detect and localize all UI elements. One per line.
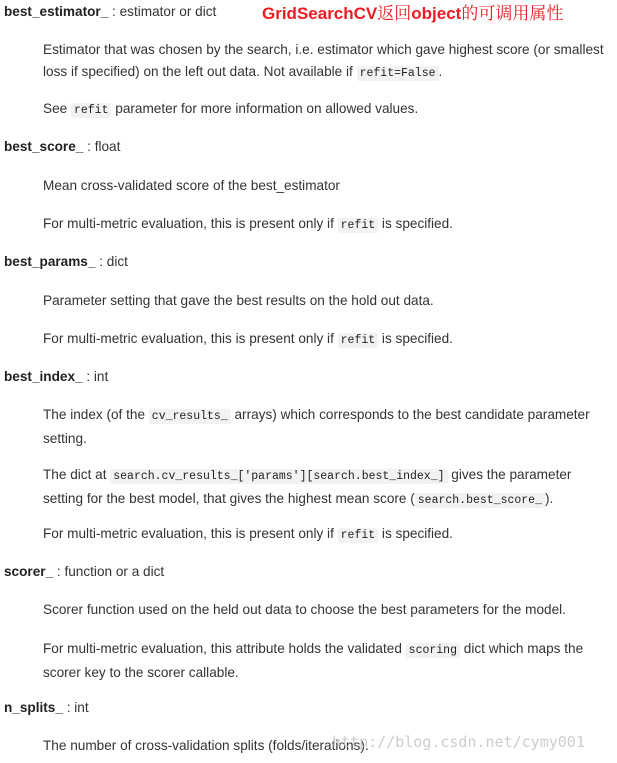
term-best-estimator <box>4 3 216 21</box>
description-paragraph: The dict at search.cv_results_['params'][search.best_index_] gives the parameter setting for the best model, that gives the highest mean score ( search.best_score_ ). <box>43 467 572 507</box>
attribute-type: : dict <box>95 254 128 269</box>
red-annotation <box>262 2 563 26</box>
inline-code: refit <box>338 333 379 348</box>
description-paragraph: For multi-metric evaluation, this attribute holds the validated scoring dict which maps the scorer key to the scorer callable. <box>43 641 584 680</box>
term-n-splits <box>4 699 89 717</box>
inline-code: search.best_score_ <box>415 493 545 508</box>
description-paragraph: See refit parameter for more information on allowed values. <box>43 101 419 117</box>
term-scorer <box>4 563 164 581</box>
annotation-cn-callable-attributes: 的可调用属性 <box>461 4 564 24</box>
attribute-name: best_params_ <box>4 254 96 269</box>
inline-code: scoring <box>406 643 460 658</box>
term-best-index <box>4 368 108 386</box>
inline-code: search.cv_results_['params'][search.best_index_] <box>110 469 447 484</box>
description-paragraph: Parameter setting that gave the best results on the hold out data. <box>43 293 434 308</box>
inline-code: refit <box>338 218 379 233</box>
description-paragraph: Scorer function used on the held out data to choose the best parameters for the model. <box>43 602 566 617</box>
term-best-params <box>4 253 128 271</box>
description-paragraph: Estimator that was chosen by the search, i.e. estimator which gave highest score (or smallest loss if specified) on the left out data. Not available if refit=False . <box>43 42 604 80</box>
annotation-cn-return: 返回 <box>377 4 412 24</box>
description-paragraph: For multi-metric evaluation, this is present only if refit is specified. <box>43 526 453 542</box>
attribute-name: best_score_ <box>4 139 84 154</box>
attribute-type: : estimator or dict <box>108 4 217 19</box>
attribute-type: : int <box>82 369 109 384</box>
description-paragraph: The index (of the cv_results_ arrays) which corresponds to the best candidate parameter setting. <box>43 407 590 446</box>
inline-code: refit <box>338 528 379 543</box>
inline-code: cv_results_ <box>149 409 231 424</box>
description-paragraph: For multi-metric evaluation, this is present only if refit is specified. <box>43 331 453 347</box>
annotation-prefix: GridSearchCV <box>262 4 378 23</box>
attribute-type: : int <box>62 700 89 715</box>
description-paragraph: For multi-metric evaluation, this is present only if refit is specified. <box>43 216 453 232</box>
attribute-type: : function or a dict <box>53 564 165 579</box>
attribute-name: n_splits_ <box>4 700 63 715</box>
inline-code: refit <box>71 103 112 118</box>
annotation-object: object <box>411 4 462 23</box>
term-best-score <box>4 138 120 156</box>
attribute-type: : float <box>83 139 121 154</box>
description-paragraph: Mean cross-validated score of the best_estimator <box>43 178 340 193</box>
watermark: http://blog.csdn.net/cymy001 <box>332 733 585 751</box>
attribute-name: best_index_ <box>4 369 83 384</box>
attribute-name: scorer_ <box>4 564 54 579</box>
description-paragraph: The number of cross-validation splits (folds/iterations). <box>43 738 369 753</box>
attribute-name: best_estimator_ <box>4 4 109 19</box>
inline-code: refit=False <box>357 66 439 81</box>
